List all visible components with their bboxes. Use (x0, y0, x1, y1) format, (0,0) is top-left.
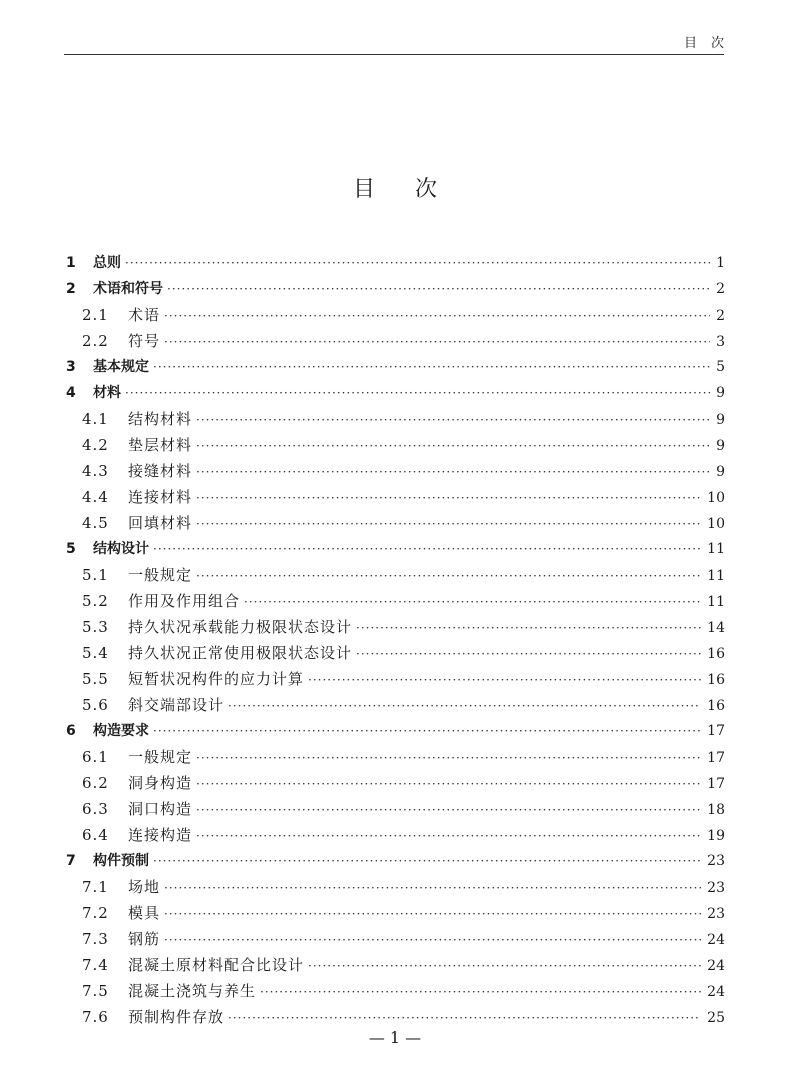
toc-entry-title: 符号 (128, 332, 161, 350)
toc-entry-number: 6 (66, 723, 76, 739)
toc-entry-page: 24 (707, 958, 725, 974)
toc-dot-leader (308, 959, 701, 973)
toc-entry[interactable] (66, 850, 725, 876)
toc-dot-leader (164, 907, 701, 921)
toc-entry-title: 混凝土浇筑与养生 (128, 982, 257, 1000)
toc-dot-leader (308, 673, 701, 687)
toc-entry[interactable] (66, 824, 725, 850)
toc-entry-title: 接缝材料 (128, 462, 193, 480)
toc-entry[interactable] (66, 642, 725, 668)
toc-entry-title: 场地 (128, 878, 161, 896)
toc-entry-number: 6.2 (82, 774, 109, 792)
toc-entry-page: 1 (716, 255, 725, 271)
toc-dot-leader (167, 282, 710, 296)
toc-entry-title: 连接构造 (128, 826, 193, 844)
toc-entry-title: 预制构件存放 (128, 1008, 225, 1026)
toc-entry-number: 1 (66, 255, 76, 271)
toc-dot-leader (196, 465, 710, 479)
toc-entry[interactable] (66, 616, 725, 642)
toc-entry-page: 9 (716, 464, 725, 480)
toc-entry-number: 4 (66, 385, 76, 401)
toc-entry-number: 5.2 (82, 592, 109, 610)
toc-dot-leader (196, 829, 701, 843)
toc-dot-leader (356, 647, 701, 661)
toc-entry-number: 6.4 (82, 826, 109, 844)
toc-entry-title: 术语和符号 (93, 281, 163, 297)
toc-entry-number: 5.5 (82, 670, 109, 688)
toc-dot-leader (196, 803, 701, 817)
toc-dot-leader (196, 569, 701, 583)
toc-entry-number: 2 (66, 281, 76, 297)
toc-entry-page: 24 (707, 932, 725, 948)
toc-entry-title: 连接材料 (128, 488, 193, 506)
toc-entry-page: 11 (707, 541, 725, 557)
running-header (64, 30, 738, 55)
toc-entry[interactable] (66, 486, 725, 512)
toc-entry-title: 构造要求 (93, 723, 149, 739)
toc-entry-number: 5 (66, 541, 76, 557)
toc-entry[interactable] (66, 720, 725, 746)
toc-entry-title: 一般规定 (128, 566, 193, 584)
toc-entry[interactable] (66, 902, 725, 928)
toc-dot-leader (164, 933, 701, 947)
toc-entry[interactable] (66, 668, 725, 694)
toc-dot-leader (356, 621, 701, 635)
toc-entry[interactable] (66, 408, 725, 434)
toc-entry[interactable] (66, 980, 725, 1006)
toc-entry-page: 2 (716, 308, 725, 324)
page-title: 目次 (352, 177, 477, 202)
toc-entry[interactable] (66, 512, 725, 538)
toc-entry[interactable] (66, 434, 725, 460)
toc-entry-number: 7.4 (82, 956, 109, 974)
toc-entry-title: 洞身构造 (128, 774, 193, 792)
toc-entry-number: 7 (66, 853, 76, 869)
toc-entry-page: 23 (707, 906, 725, 922)
toc-entry[interactable] (66, 278, 725, 304)
toc-entry-number: 6.3 (82, 800, 109, 818)
toc-entry-title: 短暂状况构件的应力计算 (128, 670, 305, 688)
toc-entry-number: 5.3 (82, 618, 109, 636)
toc-entry-page: 17 (707, 776, 725, 792)
toc-entry-title: 结构材料 (128, 410, 193, 428)
toc-entry-title: 材料 (93, 385, 121, 401)
toc-entry-page: 17 (707, 750, 725, 766)
toc-entry[interactable] (66, 564, 725, 590)
toc-entry-number: 7.1 (82, 878, 109, 896)
toc-entry[interactable] (66, 876, 725, 902)
toc-entry-title: 结构设计 (93, 541, 149, 557)
toc-entry-title: 构件预制 (93, 853, 149, 869)
toc-entry-page: 16 (707, 698, 725, 714)
toc-dot-leader (153, 724, 701, 738)
toc-entry-page: 17 (707, 723, 725, 739)
toc-dot-leader (196, 439, 710, 453)
toc-dot-leader (196, 517, 701, 531)
toc-dot-leader (125, 386, 710, 400)
toc-entry-title: 作用及作用组合 (128, 592, 241, 610)
toc-dot-leader (164, 881, 701, 895)
toc-entry-number: 4.3 (82, 462, 109, 480)
running-header-title: 目次 (683, 36, 738, 51)
toc-entry-title: 模具 (128, 904, 161, 922)
toc-entry-title: 混凝土原材料配合比设计 (128, 956, 305, 974)
toc-entry-title: 总则 (93, 255, 121, 271)
toc-entry[interactable] (66, 590, 725, 616)
toc-entry-page: 19 (707, 828, 725, 844)
toc-entry-page: 3 (716, 334, 725, 350)
toc-dot-leader (164, 335, 710, 349)
toc-entry-number: 3 (66, 359, 76, 375)
toc-entry[interactable] (66, 252, 725, 278)
toc-entry-number: 5.6 (82, 696, 109, 714)
page-number: — 1 — (368, 1028, 422, 1047)
toc-entry-title: 斜交端部设计 (128, 696, 225, 714)
toc-dot-leader (228, 1011, 701, 1025)
toc-entry-number: 4.5 (82, 514, 109, 532)
toc-entry-page: 10 (707, 490, 725, 506)
toc-entry-page: 11 (707, 594, 725, 610)
toc-entry-page: 9 (716, 385, 725, 401)
toc-dot-leader (153, 854, 701, 868)
toc-entry-page: 14 (707, 620, 725, 636)
toc-entry-title: 持久状况正常使用极限状态设计 (128, 644, 353, 662)
toc-dot-leader (125, 256, 710, 270)
toc-entry[interactable] (66, 460, 725, 486)
toc-entry-title: 垫层材料 (128, 436, 193, 454)
toc-dot-leader (153, 360, 710, 374)
toc-entry-title: 术语 (128, 306, 161, 324)
toc-dot-leader (164, 309, 710, 323)
toc-entry-page: 23 (707, 880, 725, 896)
toc-entry-title: 回填材料 (128, 514, 193, 532)
toc-entry-title: 持久状况承载能力极限状态设计 (128, 618, 353, 636)
toc-dot-leader (228, 699, 701, 713)
toc-entry-page: 23 (707, 853, 725, 869)
toc-dot-leader (196, 777, 701, 791)
toc-entry[interactable] (66, 798, 725, 824)
toc-dot-leader (196, 751, 701, 765)
toc-entry[interactable] (66, 538, 725, 564)
toc-entry-page: 24 (707, 984, 725, 1000)
toc-dot-leader (260, 985, 701, 999)
toc-entry-number: 7.5 (82, 982, 109, 1000)
toc-entry[interactable] (66, 746, 725, 772)
toc-entry[interactable] (66, 304, 725, 330)
toc-entry-title: 洞口构造 (128, 800, 193, 818)
toc-entry-page: 25 (707, 1010, 725, 1026)
toc-entry[interactable] (66, 928, 725, 954)
toc-entry-number: 7.6 (82, 1008, 109, 1026)
toc-entry-number: 7.3 (82, 930, 109, 948)
toc-entry-title: 钢筋 (128, 930, 161, 948)
toc-entry-number: 2.1 (82, 306, 109, 324)
toc-entry[interactable] (66, 694, 725, 720)
toc-entry[interactable] (66, 954, 725, 980)
toc-entry-number: 5.4 (82, 644, 109, 662)
toc-dot-leader (244, 595, 701, 609)
toc-dot-leader (196, 491, 701, 505)
toc-entry-page: 5 (716, 359, 725, 375)
toc-entry-number: 2.2 (82, 332, 109, 350)
toc-entry[interactable] (66, 356, 725, 382)
toc-entry[interactable] (66, 382, 725, 408)
toc-entry-page: 9 (716, 412, 725, 428)
toc-entry[interactable] (66, 772, 725, 798)
toc-entry-title: 基本规定 (93, 359, 149, 375)
toc-entry-page: 18 (707, 802, 725, 818)
toc-entry-number: 7.2 (82, 904, 109, 922)
toc-entry-number: 5.1 (82, 566, 109, 584)
toc-entry-page: 16 (707, 672, 725, 688)
toc-entry-page: 16 (707, 646, 725, 662)
toc-entry-number: 6.1 (82, 748, 109, 766)
toc-dot-leader (153, 542, 701, 556)
toc-entry-page: 10 (707, 516, 725, 532)
toc-entry-number: 4.1 (82, 410, 109, 428)
toc-entry-title: 一般规定 (128, 748, 193, 766)
toc-entry[interactable] (66, 330, 725, 356)
toc-entry-number: 4.4 (82, 488, 109, 506)
table-of-contents (66, 252, 725, 1032)
toc-dot-leader (196, 413, 710, 427)
toc-entry-page: 2 (716, 281, 725, 297)
toc-entry-page: 9 (716, 438, 725, 454)
toc-entry-number: 4.2 (82, 436, 109, 454)
toc-entry-page: 11 (707, 568, 725, 584)
